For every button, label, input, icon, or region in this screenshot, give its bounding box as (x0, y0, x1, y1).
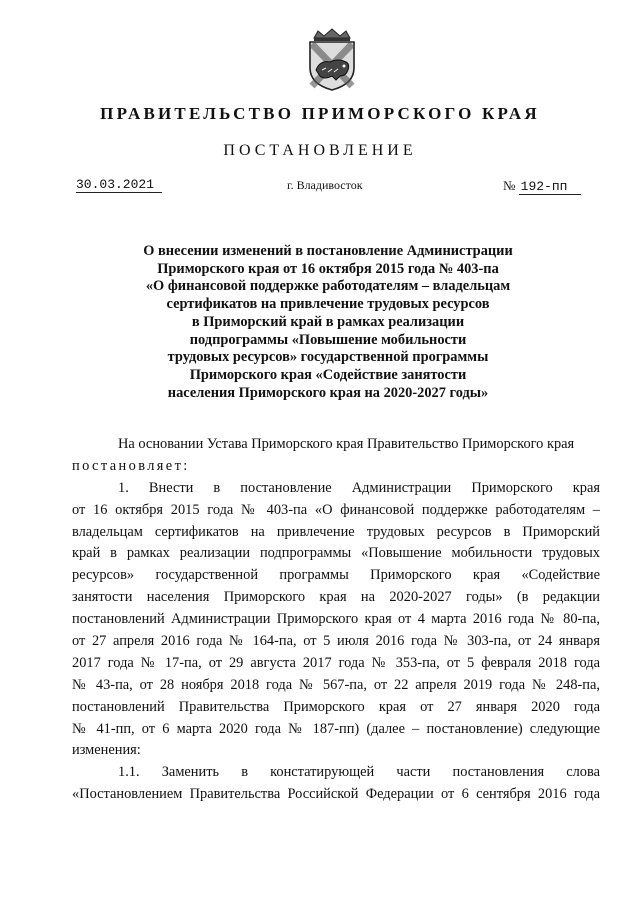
document-body (72, 434, 600, 806)
body-line: ресурсов» государственной программы Приморского края «Содействие (72, 567, 600, 584)
body-line: 1. Внести в постановление Администрации Приморского края (118, 479, 600, 496)
body-line: постановлений Правительства Приморского края от 27 января 2020 года (72, 698, 600, 715)
title-line: сертификатов на привлечение трудовых ресурсов (166, 296, 490, 313)
government-name: ПРАВИТЕЛЬСТВО ПРИМОРСКОГО КРАЯ (100, 104, 540, 123)
coat-of-arms-icon (300, 28, 364, 92)
document-number: 192-пп (519, 179, 582, 195)
title-line: Приморского края от 16 октября 2015 года № 403-па (157, 260, 499, 277)
title-line: в Приморский край в рамках реализации (191, 313, 465, 330)
title-line: «О финансовой поддержке работодателям – владельцам (145, 278, 511, 295)
body-line: край в рамках реализации подпрограммы «Повышение мобильности трудовых (72, 545, 600, 562)
document-city: г. Владивосток (287, 178, 363, 192)
body-line: № 43-па, от 28 ноября 2018 года № 567-па, от 22 апреля 2019 года № 248-па, (72, 676, 600, 693)
document-kind: ПОСТАНОВЛЕНИЕ (223, 142, 417, 159)
title-line: населения Приморского края на 2020-2027 годы» (167, 384, 489, 401)
body-line: от 16 октября 2015 года № 403-па «О финансовой поддержке работодателям – (72, 501, 600, 518)
body-line: 1.1. Заменить в констатирующей части постановления слова (118, 764, 600, 781)
title-line: подпрограммы «Повышение мобильности (189, 331, 467, 348)
title-line: Приморского края «Содействие занятости (189, 366, 467, 383)
body-line: № 41-пп, от 6 марта 2020 года № 187-пп) (далее – постановление) следующие (72, 720, 600, 737)
number-sign: № (503, 178, 516, 193)
document-number-block (503, 178, 581, 194)
body-line: постановлений Администрации Приморского края от 4 марта 2016 года № 80-па, (72, 611, 600, 628)
body-line: владельцам сертификатов на привлечение трудовых ресурсов в Приморский (72, 523, 600, 540)
document-date: 30.03.2021 (76, 178, 162, 193)
title-line: трудовых ресурсов» государственной программы (167, 349, 489, 366)
title-line: О внесении изменений в постановление Администрации (143, 243, 513, 259)
body-line: 2017 года № 17-па, от 29 августа 2017 года № 353-па, от 5 февраля 2018 года (72, 654, 600, 671)
body-line: На основании Устава Приморского края Правительство Приморского края (118, 436, 575, 452)
body-line: от 27 апреля 2016 года № 164-па, от 5 июля 2016 года № 303-па, от 24 января (72, 633, 600, 650)
document-title (118, 243, 538, 402)
body-line: изменения: (72, 742, 141, 759)
body-line: занятости населения Приморского края на 2020-2027 годы» (в редакции (72, 589, 600, 606)
body-line: «Постановлением Правительства Российской Федерации от 6 сентября 2016 года (72, 786, 600, 803)
body-line: постановляет: (72, 457, 190, 474)
